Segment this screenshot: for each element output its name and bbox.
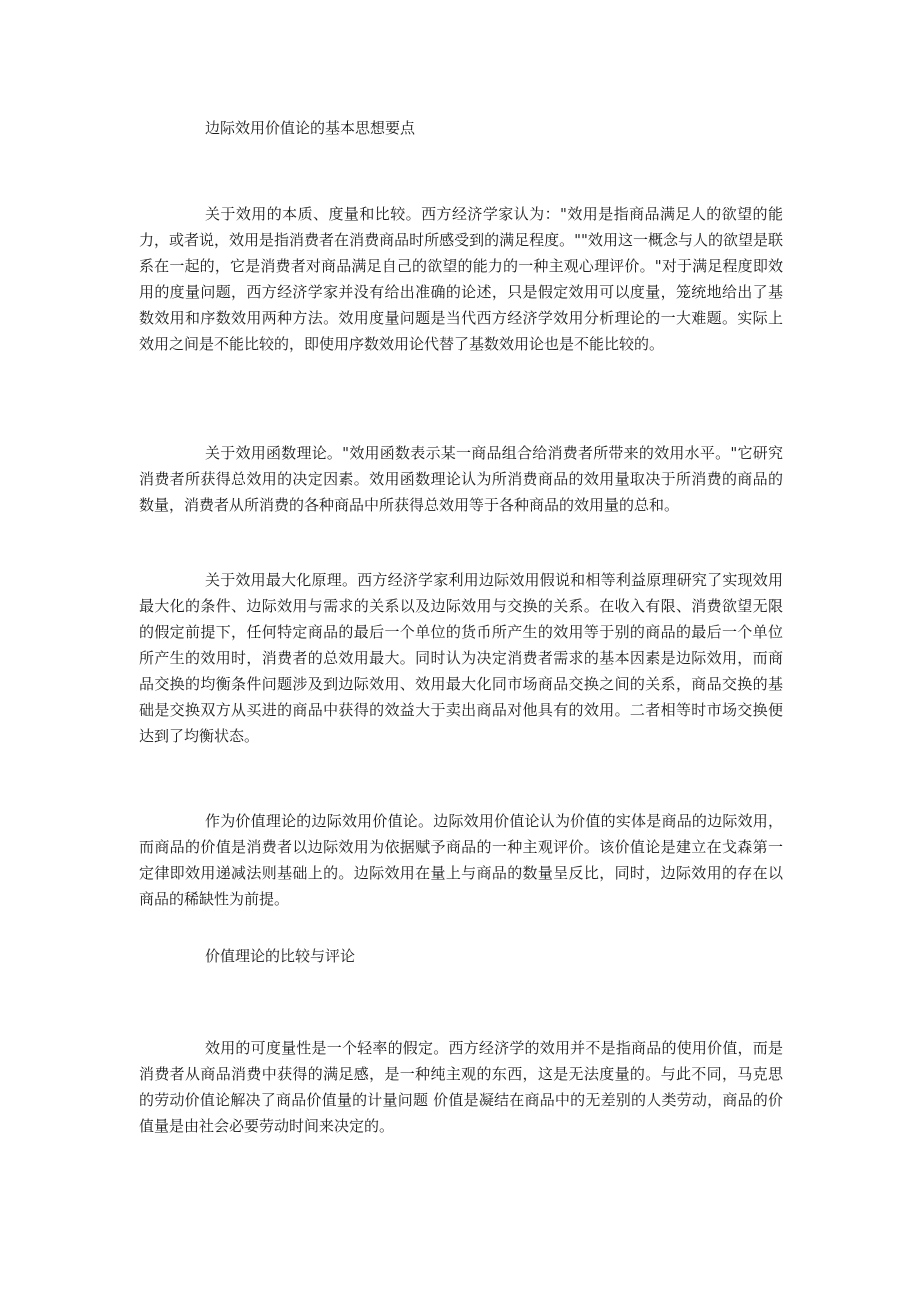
paragraph-comparison: 效用的可度量性是一个轻率的假定。西方经济学的效用并不是指商品的使用价值，而是消费者从商品消费中获得的满足感，是一种纯主观的东西，这是无法度量的。与此不同，马克思的劳动价值论解决了商品价值量的计量问题 价值是凝结在商品中的无差别的人类劳动，商品的价值量是由社会必要劳动时间来决定的。 xyxy=(139,1039,783,1135)
paragraph-utility-nature: 关于效用的本质、度量和比较。西方经济学家认为："效用是指商品满足人的欲望的能力，或者说，效用是指消费者在消费商品时所感受到的满足程度。""效用这一概念与人的欲望是联系在一起的，它是消费者对商品满足自己的欲望的能力的一种主观心理评价。"对于满足程度即效用的度量问题，西方经济学家并没有给出准确的论述，只是假定效用可以度量，笼统地给出了基数效用和序数效用两种方法。效用度量问题是当代西方经济学效用分析理论的一大难题。实际上效用之间是不能比较的，即使用序数效用论代替了基数效用论也是不能比较的。 xyxy=(139,205,783,353)
section-title: 价值理论的比较与评论 xyxy=(205,947,356,965)
paragraph-utility-function: 关于效用函数理论。"效用函数表示某一商品组合给消费者所带来的效用水平。"它研究消费者所获得总效用的决定因素。效用函数理论认为所消费商品的效用量取决于所消费的商品的数量，消费者从所消费的各种商品中所获得总效用等于各种商品的效用量的总和。 xyxy=(139,444,783,514)
paragraph-utility-maximization: 关于效用最大化原理。西方经济学家利用边际效用假说和相等利益原理研究了实现效用最大化的条件、边际效用与需求的关系以及边际效用与交换的关系。在收入有限、消费欲望无限的假定前提下，任何特定商品的最后一个单位的货币所产生的效用等于别的商品的最后一个单位所产生的效用时，消费者的总效用最大。同时认为决定消费者需求的基本因素是边际效用，而商品交换的均衡条件问题涉及到边际效用、效用最大化同市场商品交换之间的关系，商品交换的基础是交换双方从买进的商品中获得的效益大于卖出商品对他具有的效用。二者相等时市场交换便达到了均衡状态。 xyxy=(139,571,783,745)
document-title: 边际效用价值论的基本思想要点 xyxy=(205,119,416,137)
paragraph-marginal-utility-value: 作为价值理论的边际效用价值论。边际效用价值论认为价值的实体是商品的边际效用，而商品的价值是消费者以边际效用为依据赋予商品的一种主观评价。该价值论是建立在戈森第一定律即效用递减法则基础上的。边际效用在量上与商品的数量呈反比，同时，边际效用的存在以商品的稀缺性为前提。 xyxy=(139,812,783,908)
